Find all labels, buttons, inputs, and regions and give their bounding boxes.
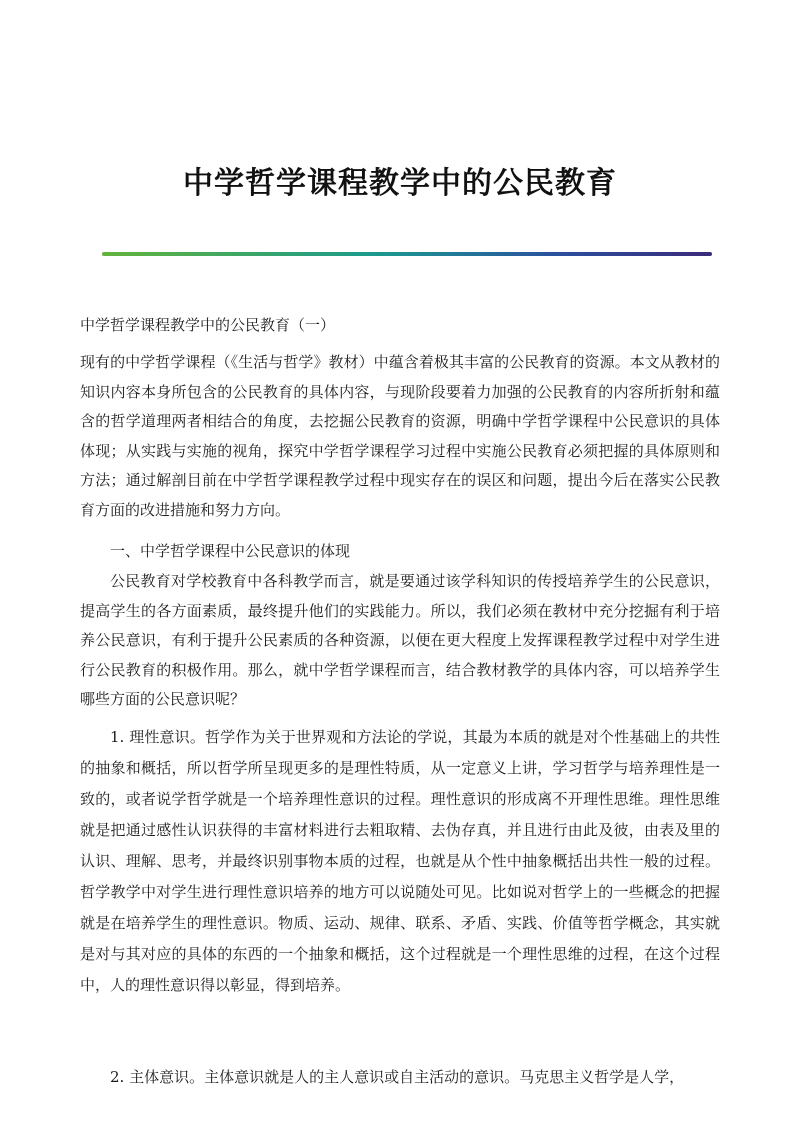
intro-paragraph: 现有的中学哲学课程（《生活与哲学》教材）中蕴含着极其丰富的公民教育的资源。本文从教材的知识内容本身所包含的公民教育的具体内容，与现阶段要着力加强的公民教育的内容所折射和蕴含的哲学道理两者相结合的角度，去挖掘公民教育的资源，明确中学哲学课程中公民意识的具体体现；从实践与实施的视角，探究中学哲学课程学习过程中实施公民教育必须把握的具体原则和方法；通过解剖目前在中学哲学课程教学过程中现实存在的误区和问题，提出今后在落实公民教育方面的改进措施和努力方向。 (80, 353, 720, 519)
intro-paragraph-container (80, 348, 720, 525)
section1-heading: 一、中学哲学课程中公民意识的体现 (110, 542, 351, 560)
section1-body-container (80, 567, 720, 715)
item1-paragraph: 1. 理性意识。哲学作为关于世界观和方法论的学说，其最为本质的就是对个性基础上的共性的抽象和概括，所以哲学所呈现更多的是理性特质，从一定意义上讲，学习哲学与培养理性是一致的，或者说学哲学就是一个培养理性意识的过程。理性意识的形成离不开理性思维。理性思维就是把通过感性认识获得的丰富材料进行去粗取精、去伪存真，并且进行由此及彼，由表及里的认识、理解、思考，并最终识别事物本质的过程，也就是从个性中抽象概括出共性一般的过程。哲学教学中对学生进行理性意识培养的地方可以说随处可见。比如说对哲学上的一些概念的把握就是在培养学生的理性意识。物质、运动、规律、联系、矛盾、实践、价值等哲学概念，其实就是对与其对应的具体的东西的一个抽象和概括，这个过程就是一个理性思维的过程，在这个过程中，人的理性意识得以彰显，得到培养。 (80, 728, 720, 994)
item2-paragraph: 2. 主体意识。主体意识就是人的主人意识或自主活动的意识。马克思主义哲学是人学， (110, 1068, 685, 1086)
item1-container (80, 722, 720, 1001)
document-title: 中学哲学课程教学中的公民教育 (183, 166, 617, 201)
title-divider (102, 252, 712, 256)
section1-heading-container (80, 537, 720, 567)
section-subtitle: 中学哲学课程教学中的公民教育（一） (80, 316, 336, 334)
item2-container (80, 1062, 720, 1093)
section1-paragraph: 公民教育对学校教育中各科教学而言，就是要通过该学科知识的传授培养学生的公民意识，提高学生的各方面素质，最终提升他们的实践能力。所以，我们必须在教材中充分挖掘有利于培养公民意识，有利于提升公民素质的各种资源，以便在更大程度上发挥课程教学过程中对学生进行公民教育的积极作用。那么，就中学哲学课程而言，结合教材教学的具体内容，可以培养学生哪些方面的公民意识呢？ (80, 572, 720, 708)
